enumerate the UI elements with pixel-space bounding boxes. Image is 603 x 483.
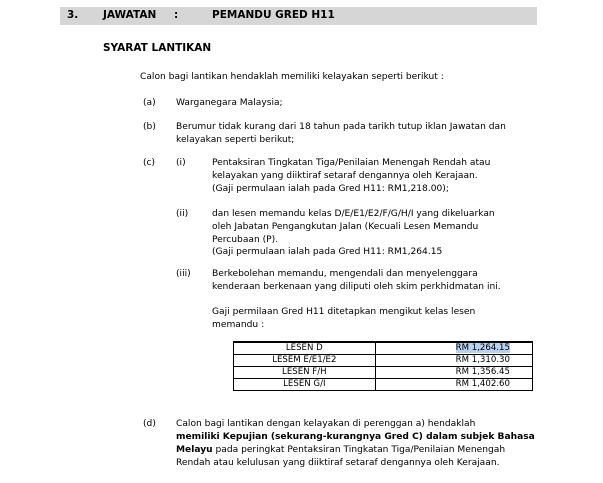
item-c-i-line3: (Gaji permulaan ialah pada Gred H11: RM1,218.00); — [212, 184, 449, 194]
gaji-note-line2: memandu : — [212, 320, 265, 330]
item-b-line2: kelayakan seperti berikut; — [176, 135, 295, 145]
gaji-cell — [375, 342, 532, 355]
item-c-ii-line4: (Gaji permulaan ialah pada Gred H11: RM1,264.15 — [212, 247, 443, 257]
item-c-iii-label: (iii) — [176, 269, 191, 279]
item-d-line3-rest: pada peringkat Pentaksiran Tingkatan Tiga/Penilaian Menengah — [212, 445, 506, 455]
selected-text[interactable]: RM 1,264.15 — [455, 343, 510, 353]
gaji-cell: RM 1,402.60 — [375, 379, 532, 391]
lesen-cell: LESEM E/E1/E2 — [234, 355, 376, 367]
item-c-i-label: (i) — [176, 158, 186, 168]
table-row — [234, 355, 533, 367]
item-c-ii-line1: dan lesen memandu kelas D/E/E1/E2/F/G/H/I yang dikeluarkan — [212, 209, 495, 219]
item-c-label: (c) — [143, 158, 156, 168]
gaji-cell: RM 1,356.45 — [375, 367, 532, 379]
item-a-text: Warganegara Malaysia; — [176, 98, 283, 108]
item-d-label: (d) — [143, 419, 156, 429]
section-title: SYARAT LANTIKAN — [103, 42, 212, 54]
item-d-line4: Rendah atau kelulusan yang diiktiraf setaraf dengannya oleh Kerajaan. — [176, 458, 500, 468]
gaji-cell: RM 1,310.30 — [375, 355, 532, 367]
item-c-i-line1: Pentaksiran Tingkatan Tiga/Penilaian Menengah Rendah atau — [212, 158, 491, 168]
item-a-label: (a) — [143, 98, 156, 108]
item-c-ii-line3: Percubaan (P). — [212, 235, 279, 245]
header-colon: : — [174, 9, 179, 21]
item-c-ii-label: (ii) — [176, 209, 189, 219]
intro-text: Calon bagi lantikan hendaklah memiliki kelayakan seperti berikut : — [140, 72, 444, 82]
table-row — [234, 342, 533, 355]
header-label: JAWATAN — [103, 9, 157, 21]
item-d-line2 — [176, 431, 535, 444]
section-number: 3. — [67, 9, 79, 21]
item-d-line1: Calon bagi lantikan dengan kelayakan di perenggan a) hendaklah — [176, 419, 476, 429]
item-c-ii-line2: oleh Jabatan Pengangkutan Jalan (Kecuali Lesen Memandu — [212, 222, 479, 232]
lesen-cell: LESEN F/H — [234, 367, 376, 379]
table-row — [234, 379, 533, 391]
lesen-salary-table — [233, 341, 533, 391]
item-b-line1: Berumur tidak kurang dari 18 tahun pada tarikh tutup iklan Jawatan dan — [176, 122, 506, 132]
gaji-note-line1: Gaji permilaan Gred H11 ditetapkan mengikut kelas lesen — [212, 307, 476, 317]
table-row — [234, 367, 533, 379]
lesen-cell: LESEN D — [234, 342, 376, 355]
header-title: PEMANDU GRED H11 — [212, 9, 335, 21]
item-c-iii-line1: Berkebolehan memandu, mengendali dan menyelenggara — [212, 269, 478, 279]
item-d-line2-bold: memiliki Kepujian (sekurang-kurangnya Gred C) dalam subjek Bahasa — [176, 432, 535, 442]
item-c-iii-line2: kenderaan berkenaan yang diliputi oleh skim perkhidmatan ini. — [212, 282, 501, 292]
item-b-label: (b) — [143, 122, 156, 132]
item-c-i-line2: kelayakan yang diiktiraf setaraf dengannya oleh Kerajaan. — [212, 171, 478, 181]
lesen-cell: LESEN G/I — [234, 379, 376, 391]
item-d-line3 — [176, 444, 505, 457]
item-d-line3-bold: Melayu — [176, 445, 213, 455]
